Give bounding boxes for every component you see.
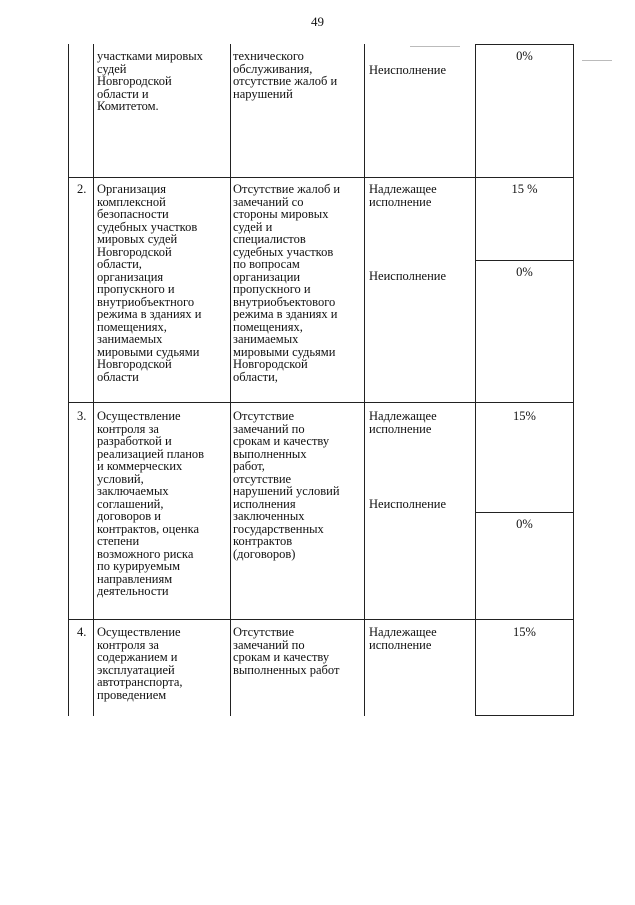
table-cell-status: Надлежащее исполнение (369, 409, 437, 436)
table-cell-percent: 15% (513, 625, 536, 639)
table-cell-percent: 0% (516, 49, 533, 63)
percent-divider (475, 512, 574, 513)
table-cell-number: 3. (77, 409, 87, 423)
table-cell-status: Надлежащее исполнение (369, 625, 437, 652)
row-divider (68, 177, 574, 178)
column-divider-task (230, 44, 231, 716)
row-divider (68, 619, 574, 620)
table-cell-number: 4. (77, 625, 87, 639)
table-border-left (68, 44, 69, 716)
table-border-right (573, 44, 574, 716)
table-cell-task: Организация комплексной безопасности судебных участков мировых судей Новгородской области, организация пропускного и внутриобъектного режима в зданиях и помещениях, занимаемых мировыми судьями Новгородской области (97, 182, 202, 384)
table-cell-percent: 0% (516, 517, 533, 531)
table-cell-status: Надлежащее исполнение (369, 182, 437, 209)
column-divider-criterion (364, 44, 365, 716)
table-cell-task: участками мировых судей Новгородской области и Комитетом. (97, 49, 203, 113)
table-cell-task: Осуществление контроля за содержанием и эксплуатацией автотранспорта, проведением (97, 625, 183, 702)
column-divider-status (475, 44, 476, 716)
table-cell-status: Неисполнение (369, 269, 446, 283)
scan-mark (582, 60, 612, 61)
table-cell-number: 2. (77, 182, 87, 196)
table-cell-criterion: Отсутствие замечаний по срокам и качеству выполненных работ (233, 625, 340, 677)
table-cell-status: Неисполнение (369, 497, 446, 511)
scan-mark (410, 46, 460, 47)
table-cell-criterion: Отсутствие жалоб и замечаний со стороны мировых судей и специалистов судебных участков по вопросам организации пропускного и внутриобъектового режима в зданиях и помещениях, занимаемых мировыми судьями Новгородской области, (233, 182, 341, 384)
table-bottom-right (475, 715, 574, 716)
table-cell-criterion: технического обслуживания, отсутствие жалоб и нарушений (233, 49, 338, 101)
table-cell-criterion: Отсутствие замечаний по срокам и качеству выполненных работ, отсутствие нарушений условий исполнения заключенных государственных контрактов (договоров) (233, 409, 340, 561)
table-cell-percent: 15% (513, 409, 536, 423)
row-divider (68, 402, 574, 403)
table-cell-status: Неисполнение (369, 63, 446, 77)
column-divider-number (93, 44, 94, 716)
table-cell-percent: 0% (516, 265, 533, 279)
table-cell-task: Осуществление контроля за разработкой и реализацией планов и коммерческих условий, заключаемых соглашений, договоров и контрактов, оценка степени возможного риска по курируемым направлениям деятельности (97, 409, 205, 598)
percent-divider (475, 260, 574, 261)
table-cell-percent: 15 % (511, 182, 538, 196)
percent-box-top (475, 44, 574, 45)
page-number: 49 (311, 14, 324, 29)
